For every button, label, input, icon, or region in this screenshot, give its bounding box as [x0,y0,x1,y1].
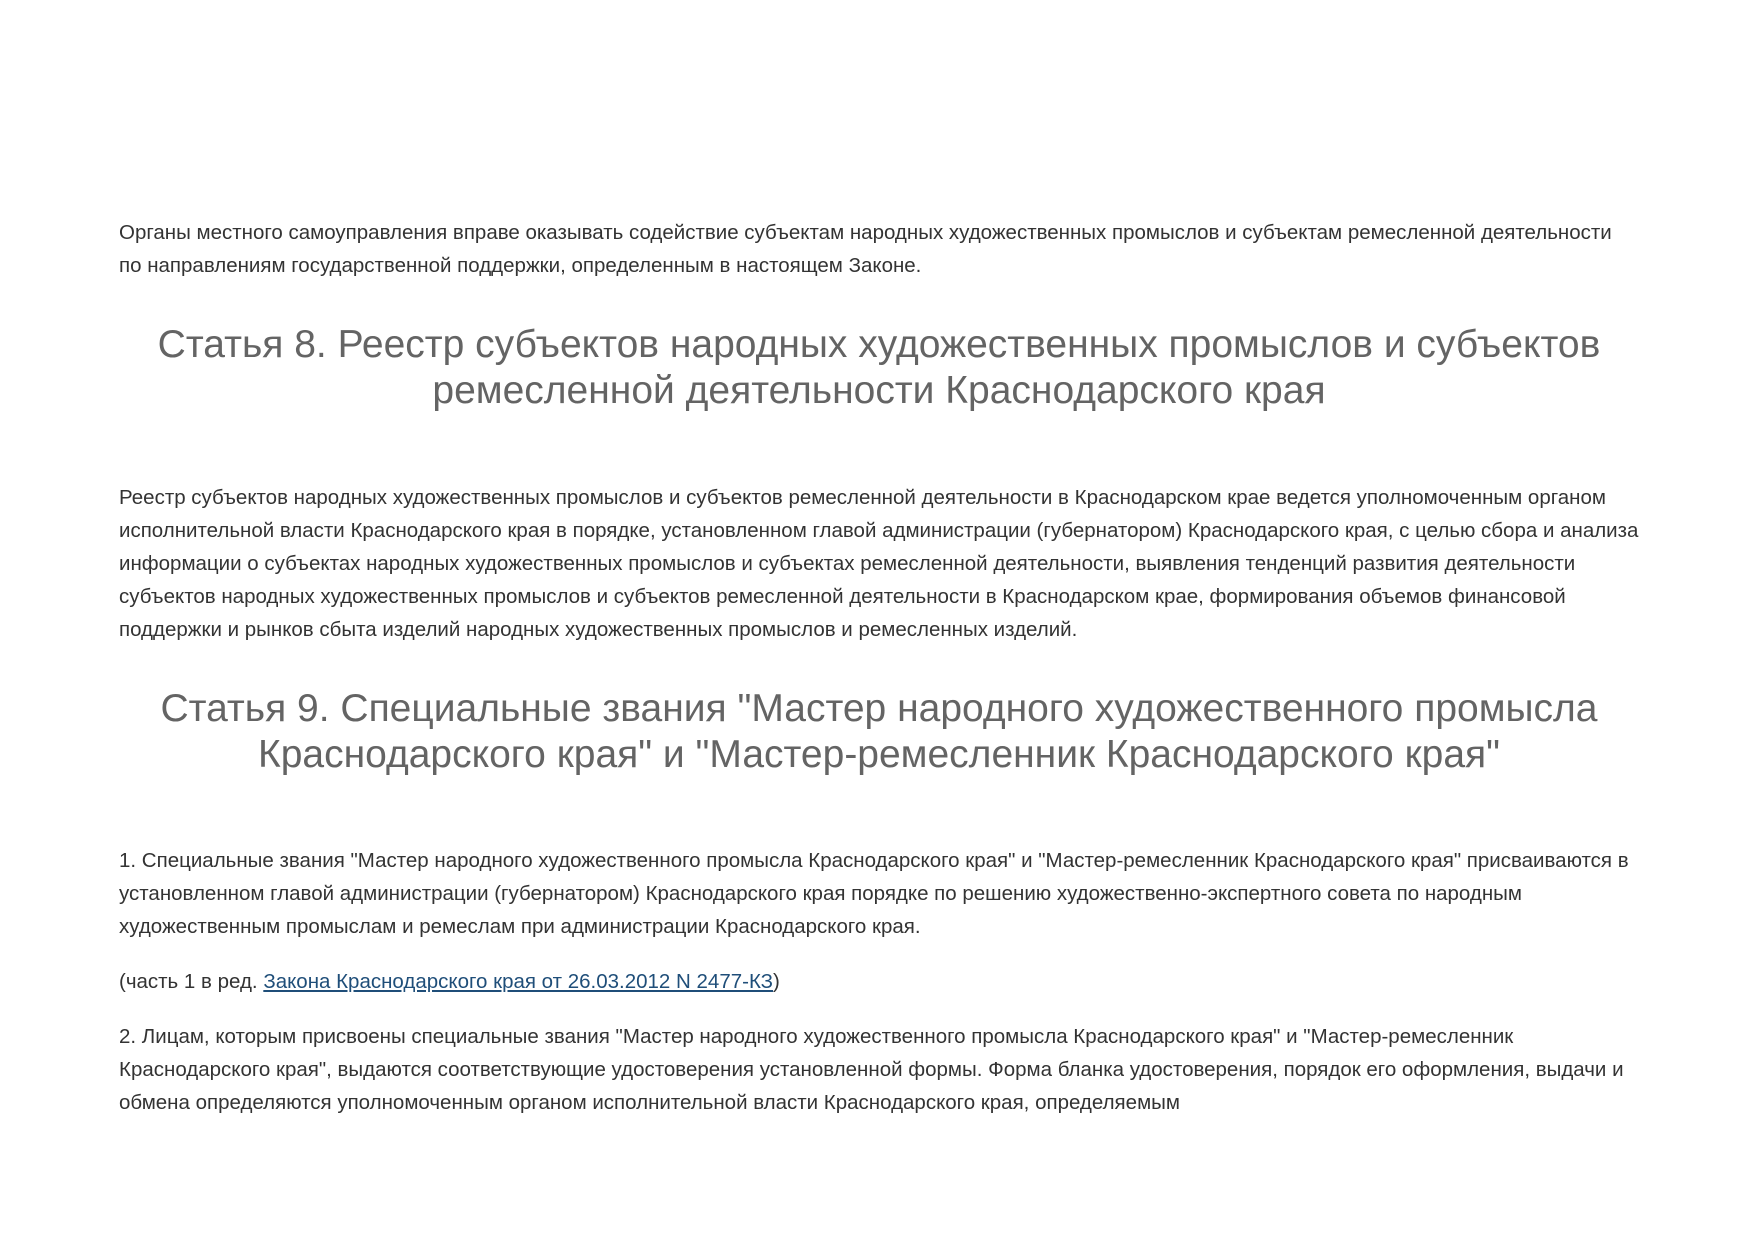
spacer [119,646,1639,686]
spacer [119,282,1639,322]
spacer [119,778,1639,844]
law-reference-link[interactable]: Закона Краснодарского края от 26.03.2012 N 2477-КЗ [263,970,774,993]
spacer [119,998,1639,1020]
document-page [119,216,1639,1119]
note-prefix: (часть 1 в ред. [119,970,264,993]
article-9-part-2: 2. Лицам, которым присвоены специальные звания "Мастер народного художественного промысла Краснодарского края" и "Мастер-ремесленник Краснодарского края", выдаются соответствующие удостоверения установленной формы. Форма бланка удостоверения, порядок его оформления, выдачи и обмена определяются уполномоченным органом исполнительной власти Краснодарского края, определяемым [119,1025,1624,1114]
article-8-paragraph: Реестр субъектов народных художественных промыслов и субъектов ремесленной деятельности в Краснодарском крае ведется уполномоченным органом исполнительной власти Краснодарского края в порядке, установленном главой администрации (губернатором) Краснодарского края, с целью сбора и анализа информации о субъектах народных художественных промыслов и субъектах ремесленной деятельности, выявления тенденций развития деятельности субъектов народных художественных промыслов и субъектов ремесленной деятельности в Краснодарском крае, формирования объемов финансовой поддержки и рынков сбыта изделий народных художественных промыслов и ремесленных изделий. [119,486,1639,641]
article-9-heading: Статья 9. Специальные звания "Мастер народного художественного промысла Краснодарского края" и "Мастер-ремесленник Краснодарского края" [160,687,1598,776]
article-9-amendment-note [119,965,1639,998]
note-suffix: ) [773,970,780,993]
article-9-part-1: 1. Специальные звания "Мастер народного художественного промысла Краснодарского края" и "Мастер-ремесленник Краснодарского края" присваиваются в установленном главой администрации (губернатором) Краснодарского края порядке по решению художественно-экспертного совета по народным художественным промыслам и ремеслам при администрации Краснодарского края. [119,849,1629,938]
spacer [119,414,1639,481]
spacer [119,943,1639,965]
article-8-heading: Статья 8. Реестр субъектов народных художественных промыслов и субъектов ремесленной деятельности Краснодарского края [157,323,1601,412]
intro-paragraph: Органы местного самоуправления вправе оказывать содействие субъектам народных художественных промыслов и субъектам ремесленной деятельности по направлениям государственной поддержки, определенным в настоящем Законе. [119,221,1612,277]
